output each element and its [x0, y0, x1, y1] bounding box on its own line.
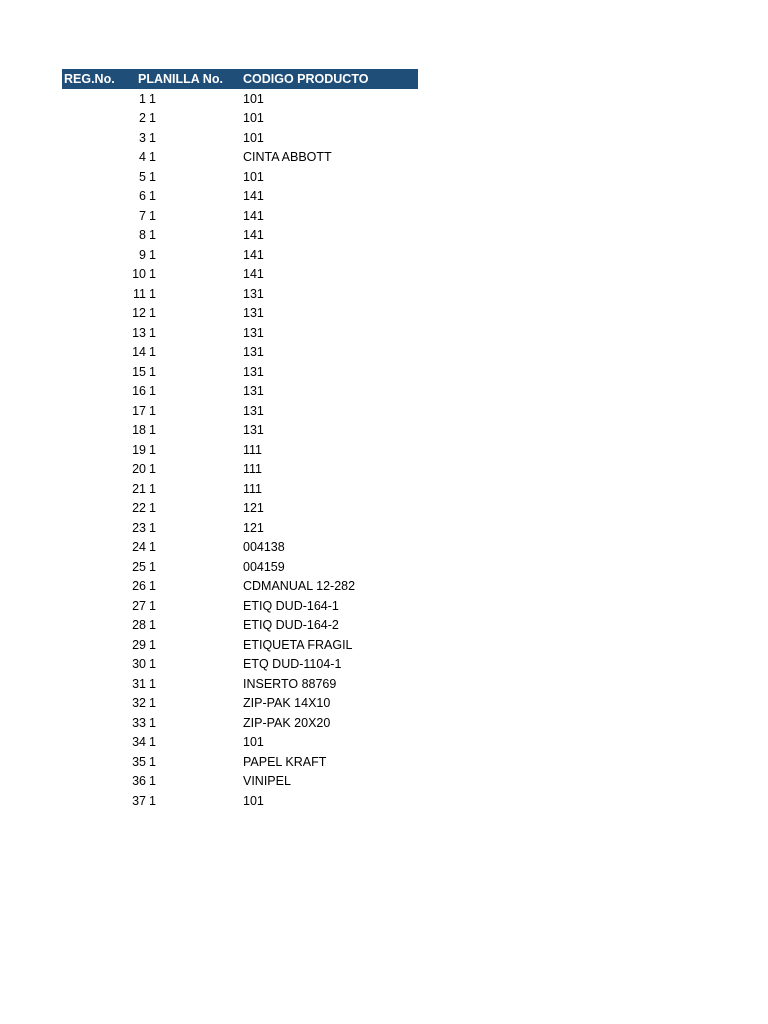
codigo-cell: 131 [243, 423, 264, 438]
codigo-cell: INSERTO 88769 [243, 676, 337, 691]
table-row [62, 577, 418, 597]
table-row [62, 284, 418, 304]
planilla-cell: 1 [149, 364, 156, 379]
planilla-cell: 1 [149, 442, 156, 457]
reg-cell: 1 [139, 91, 146, 106]
codigo-cell: 004159 [243, 559, 285, 574]
planilla-cell: 1 [149, 228, 156, 243]
planilla-cell: 1 [149, 169, 156, 184]
table-row [62, 109, 418, 129]
reg-cell: 23 [132, 520, 146, 535]
reg-cell: 14 [132, 345, 146, 360]
planilla-cell: 1 [149, 423, 156, 438]
codigo-cell: PAPEL KRAFT [243, 754, 327, 769]
reg-cell: 16 [132, 384, 146, 399]
product-table [62, 69, 418, 811]
table-row [62, 206, 418, 226]
planilla-cell: 1 [149, 345, 156, 360]
planilla-cell: 1 [149, 91, 156, 106]
codigo-cell: 111 [243, 481, 263, 496]
codigo-cell: 141 [243, 267, 264, 282]
planilla-cell: 1 [149, 540, 156, 555]
planilla-cell: 1 [149, 247, 156, 262]
reg-cell: 17 [132, 403, 146, 418]
planilla-cell: 1 [149, 579, 156, 594]
table-row [62, 401, 418, 421]
reg-cell: 37 [132, 793, 146, 808]
codigo-cell: 131 [243, 325, 264, 340]
codigo-cell: 121 [243, 520, 264, 535]
codigo-cell: 131 [243, 286, 264, 301]
planilla-cell: 1 [149, 501, 156, 516]
planilla-cell: 1 [149, 676, 156, 691]
planilla-cell: 1 [149, 462, 156, 477]
reg-cell: 22 [132, 501, 146, 516]
table-row [62, 343, 418, 363]
codigo-cell: 111 [243, 462, 263, 477]
table-row [62, 499, 418, 519]
planilla-cell: 1 [149, 150, 156, 165]
codigo-cell: 131 [243, 306, 264, 321]
codigo-cell: 131 [243, 364, 264, 379]
reg-cell: 36 [132, 774, 146, 789]
reg-cell: 4 [139, 150, 146, 165]
table-row [62, 148, 418, 168]
table-row [62, 187, 418, 207]
reg-cell: 25 [132, 559, 146, 574]
planilla-cell: 1 [149, 189, 156, 204]
planilla-cell: 1 [149, 111, 156, 126]
planilla-cell: 1 [149, 267, 156, 282]
reg-cell: 34 [132, 735, 146, 750]
codigo-cell: 111 [243, 442, 263, 457]
header-planilla-no: PLANILLA No. [138, 72, 223, 86]
planilla-cell: 1 [149, 657, 156, 672]
reg-cell: 11 [133, 286, 146, 301]
reg-cell: 21 [132, 481, 146, 496]
codigo-cell: ETIQ DUD-164-1 [243, 598, 339, 613]
reg-cell: 19 [132, 442, 146, 457]
reg-cell: 5 [139, 169, 146, 184]
planilla-cell: 1 [149, 306, 156, 321]
codigo-cell: CDMANUAL 12-282 [243, 579, 356, 594]
planilla-cell: 1 [149, 520, 156, 535]
planilla-cell: 1 [149, 481, 156, 496]
table-row [62, 460, 418, 480]
reg-cell: 12 [132, 306, 146, 321]
reg-cell: 31 [132, 676, 146, 691]
reg-cell: 35 [132, 754, 146, 769]
header-codigo-producto: CODIGO PRODUCTO [243, 72, 369, 86]
planilla-cell: 1 [149, 286, 156, 301]
codigo-cell: 101 [243, 111, 264, 126]
planilla-cell: 1 [149, 403, 156, 418]
table-row [62, 655, 418, 675]
planilla-cell: 1 [149, 735, 156, 750]
table-row [62, 772, 418, 792]
table-row [62, 596, 418, 616]
reg-cell: 24 [132, 540, 146, 555]
codigo-cell: CINTA ABBOTT [243, 150, 332, 165]
planilla-cell: 1 [149, 774, 156, 789]
table-row [62, 362, 418, 382]
table-header [62, 69, 418, 89]
codigo-cell: 101 [243, 91, 264, 106]
codigo-cell: 141 [243, 247, 264, 262]
reg-cell: 7 [139, 208, 146, 223]
reg-cell: 29 [132, 637, 146, 652]
codigo-cell: 101 [243, 735, 264, 750]
reg-cell: 15 [132, 364, 146, 379]
codigo-cell: 101 [243, 793, 264, 808]
reg-cell: 26 [132, 579, 146, 594]
reg-cell: 8 [139, 228, 146, 243]
table-row [62, 616, 418, 636]
table-row [62, 167, 418, 187]
reg-cell: 20 [132, 462, 146, 477]
codigo-cell: ZIP-PAK 14X10 [243, 696, 331, 711]
codigo-cell: ZIP-PAK 20X20 [243, 715, 331, 730]
table-row [62, 538, 418, 558]
planilla-cell: 1 [149, 325, 156, 340]
reg-cell: 6 [139, 189, 146, 204]
planilla-cell: 1 [149, 559, 156, 574]
header-reg-no: REG.No. [64, 72, 115, 86]
table-row [62, 694, 418, 714]
table-row [62, 518, 418, 538]
codigo-cell: 101 [243, 130, 264, 145]
reg-cell: 30 [132, 657, 146, 672]
planilla-cell: 1 [149, 715, 156, 730]
reg-cell: 32 [132, 696, 146, 711]
table-row [62, 382, 418, 402]
table-row [62, 752, 418, 772]
table-row [62, 226, 418, 246]
codigo-cell: ETIQ DUD-164-2 [243, 618, 339, 633]
table-row [62, 713, 418, 733]
reg-cell: 18 [132, 423, 146, 438]
table-row [62, 440, 418, 460]
table-row [62, 245, 418, 265]
planilla-cell: 1 [149, 208, 156, 223]
codigo-cell: 141 [243, 189, 264, 204]
table-row [62, 304, 418, 324]
table-row [62, 791, 418, 811]
codigo-cell: 131 [243, 345, 264, 360]
table-row [62, 421, 418, 441]
reg-cell: 10 [132, 267, 146, 282]
planilla-cell: 1 [149, 130, 156, 145]
codigo-cell: 121 [243, 501, 264, 516]
table-row [62, 635, 418, 655]
reg-cell: 3 [139, 130, 146, 145]
planilla-cell: 1 [149, 598, 156, 613]
planilla-cell: 1 [149, 384, 156, 399]
codigo-cell: 141 [243, 228, 264, 243]
table-row [62, 128, 418, 148]
table-row [62, 265, 418, 285]
planilla-cell: 1 [149, 618, 156, 633]
codigo-cell: ETQ DUD-1104-1 [243, 657, 342, 672]
reg-cell: 9 [139, 247, 146, 262]
planilla-cell: 1 [149, 696, 156, 711]
codigo-cell: 101 [243, 169, 264, 184]
codigo-cell: 004138 [243, 540, 285, 555]
table-row [62, 89, 418, 109]
table-row [62, 674, 418, 694]
reg-cell: 28 [132, 618, 146, 633]
table-row [62, 557, 418, 577]
table-body [62, 89, 418, 811]
planilla-cell: 1 [149, 754, 156, 769]
codigo-cell: ETIQUETA FRAGIL [243, 637, 353, 652]
reg-cell: 13 [132, 325, 146, 340]
reg-cell: 27 [132, 598, 146, 613]
codigo-cell: VINIPEL [243, 774, 291, 789]
codigo-cell: 141 [243, 208, 264, 223]
codigo-cell: 131 [243, 403, 264, 418]
codigo-cell: 131 [243, 384, 264, 399]
table-row [62, 479, 418, 499]
table-row [62, 733, 418, 753]
planilla-cell: 1 [149, 637, 156, 652]
reg-cell: 2 [139, 111, 146, 126]
reg-cell: 33 [132, 715, 146, 730]
table-row [62, 323, 418, 343]
planilla-cell: 1 [149, 793, 156, 808]
